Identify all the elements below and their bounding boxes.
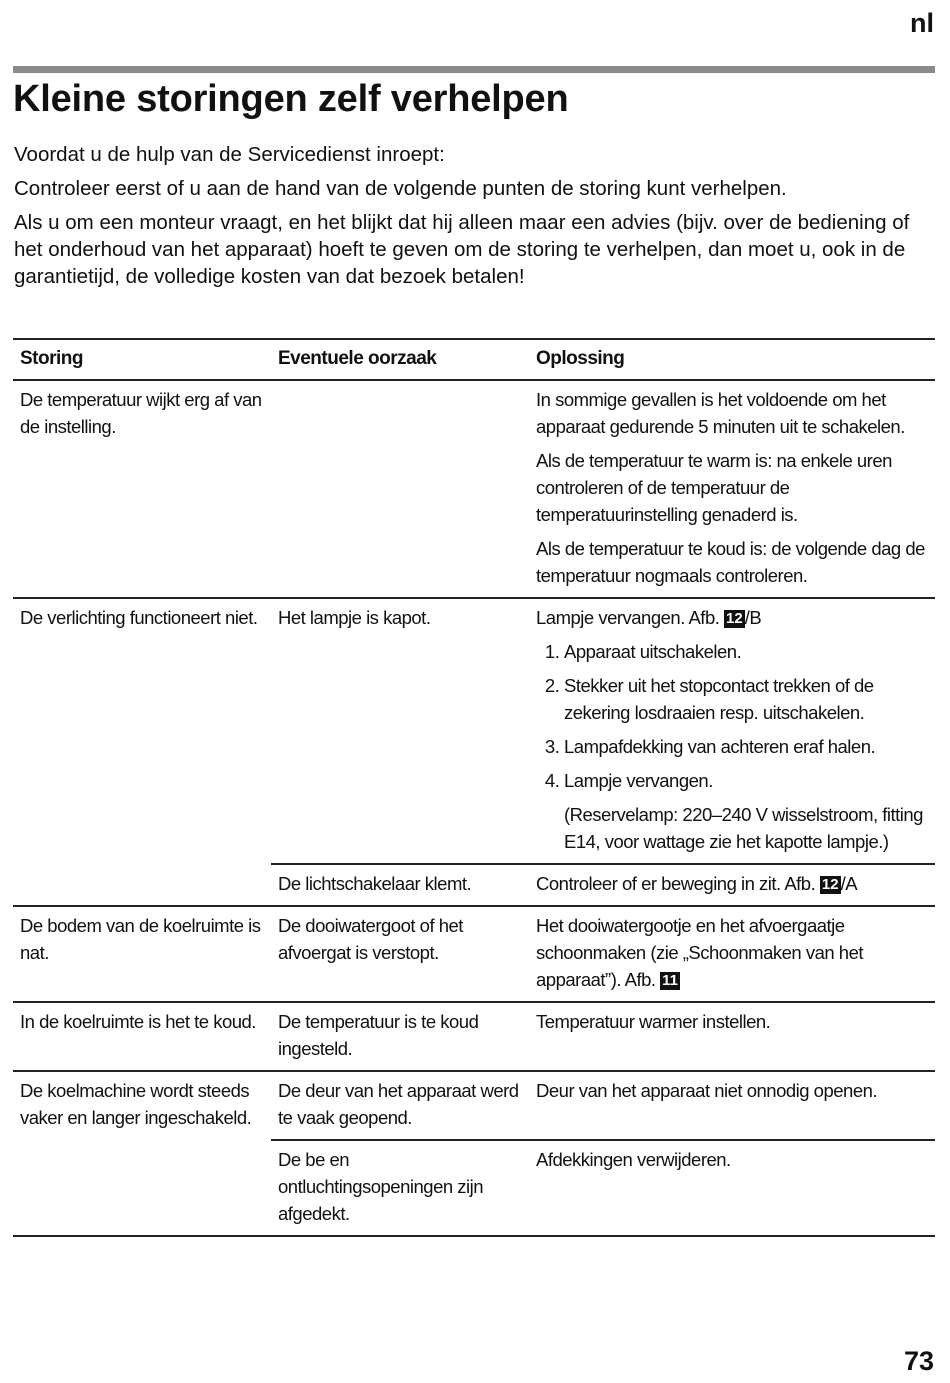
solution-paragraph: Als de temperatuur te warm is: na enkele uren controleren of de temperatuur de temperatuurinstelling genaderd is. bbox=[536, 450, 892, 525]
storing-cell: De verlichting functioneert niet. bbox=[20, 607, 258, 628]
figure-suffix: /B bbox=[744, 607, 762, 628]
table-subrow bbox=[271, 863, 935, 905]
oplossing-cell bbox=[529, 865, 935, 905]
storing-cell: De temperatuur wijkt erg af van de instelling. bbox=[20, 389, 262, 437]
storing-cell: De bodem van de koelruimte is nat. bbox=[20, 915, 261, 963]
oorzaak-cell: Het lampje is kapot. bbox=[278, 607, 431, 628]
oplossing-cell: Deur van het apparaat niet onnodig openen. bbox=[536, 1080, 878, 1101]
intro-paragraph: Als u om een monteur vraagt, en het blijkt dat hij alleen maar een advies (bijv. over de bediening of het onderhoud van het apparaat) hoeft te geven om de storing te verhelpen, dan moet u, ook in de garantietijd, de volledige kosten van dat bezoek betalen! bbox=[14, 211, 910, 288]
table-row bbox=[13, 1072, 935, 1237]
table-row bbox=[13, 907, 935, 1003]
solution-text: Lampje vervangen. Afb. bbox=[536, 607, 720, 628]
oorzaak-cell: De deur van het apparaat werd te vaak geopend. bbox=[278, 1080, 519, 1128]
storing-cell: In de koelruimte is het te koud. bbox=[20, 1011, 256, 1032]
step-list bbox=[536, 638, 929, 794]
oplossing-cell bbox=[529, 907, 935, 1001]
table-subrow bbox=[271, 599, 935, 863]
intro-text bbox=[14, 141, 939, 297]
page-number: 73 bbox=[903, 1346, 934, 1376]
oplossing-cell bbox=[529, 599, 935, 863]
solution-paragraph: Als de temperatuur te koud is: de volgende dag de temperatuur nogmaals controleren. bbox=[536, 538, 925, 586]
header-oplossing: Oplossing bbox=[536, 348, 625, 369]
figure-reference: 11 bbox=[662, 972, 679, 989]
oorzaak-cell: De temperatuur is te koud ingesteld. bbox=[278, 1011, 479, 1059]
figure-reference: 12 bbox=[726, 610, 743, 627]
oplossing-cell: Afdekkingen verwijderen. bbox=[536, 1149, 731, 1170]
language-code: nl bbox=[910, 8, 934, 38]
table-subrow bbox=[271, 1139, 935, 1235]
table-header-row bbox=[13, 338, 935, 381]
header-storing: Storing bbox=[20, 348, 83, 369]
oorzaak-cell: De lichtschakelaar klemt. bbox=[278, 873, 472, 894]
list-item: 2. Stekker uit het stopcontact trekken of de zekering losdraaien resp. uitschakelen. bbox=[564, 672, 929, 726]
table-row bbox=[13, 381, 935, 599]
replacement-lamp-note: (Reservelamp: 220–240 V wisselstroom, fitting E14, voor wattage zie het kapotte lampje.) bbox=[564, 804, 923, 852]
header-rule bbox=[13, 66, 935, 73]
solution-paragraph: In sommige gevallen is het voldoende om het apparaat gedurende 5 minuten uit te schakelen. bbox=[536, 389, 905, 437]
solution-text: Het dooiwatergootje en het afvoergaatje schoonmaken (zie „Schoonmaken van het apparaat”). Afb. bbox=[536, 915, 864, 990]
intro-paragraph: Controleer eerst of u aan de hand van de volgende punten de storing kunt verhelpen. bbox=[14, 177, 787, 200]
troubleshooting-table bbox=[13, 338, 935, 1237]
table-subrow bbox=[271, 1072, 935, 1139]
table-row bbox=[13, 1003, 935, 1072]
list-item: 1. Apparaat uitschakelen. bbox=[564, 638, 929, 665]
list-item: 4. Lampje vervangen. bbox=[564, 767, 929, 794]
solution-intro bbox=[536, 604, 929, 631]
list-item: 3. Lampafdekking van achteren eraf halen. bbox=[564, 733, 929, 760]
oorzaak-cell bbox=[271, 381, 529, 597]
oorzaak-cell: De be en ontluchtingsopeningen zijn afgedekt. bbox=[278, 1149, 484, 1224]
solution-text: Controleer of er beweging in zit. Afb. bbox=[536, 873, 816, 894]
storing-cell: De koelmachine wordt steeds vaker en langer ingeschakeld. bbox=[20, 1080, 252, 1128]
page-title: Kleine storingen zelf verhelpen bbox=[13, 78, 569, 120]
header-oorzaak: Eventuele oorzaak bbox=[278, 348, 437, 369]
figure-reference: 12 bbox=[821, 876, 839, 893]
oplossing-cell bbox=[529, 381, 935, 597]
figure-suffix: /A bbox=[840, 873, 858, 894]
oorzaak-cell: De dooiwatergoot of het afvoergat is verstopt. bbox=[278, 915, 463, 963]
table-row bbox=[13, 599, 935, 907]
oplossing-cell: Temperatuur warmer instellen. bbox=[536, 1011, 771, 1032]
intro-paragraph: Voordat u de hulp van de Servicedienst inroept: bbox=[14, 143, 445, 166]
